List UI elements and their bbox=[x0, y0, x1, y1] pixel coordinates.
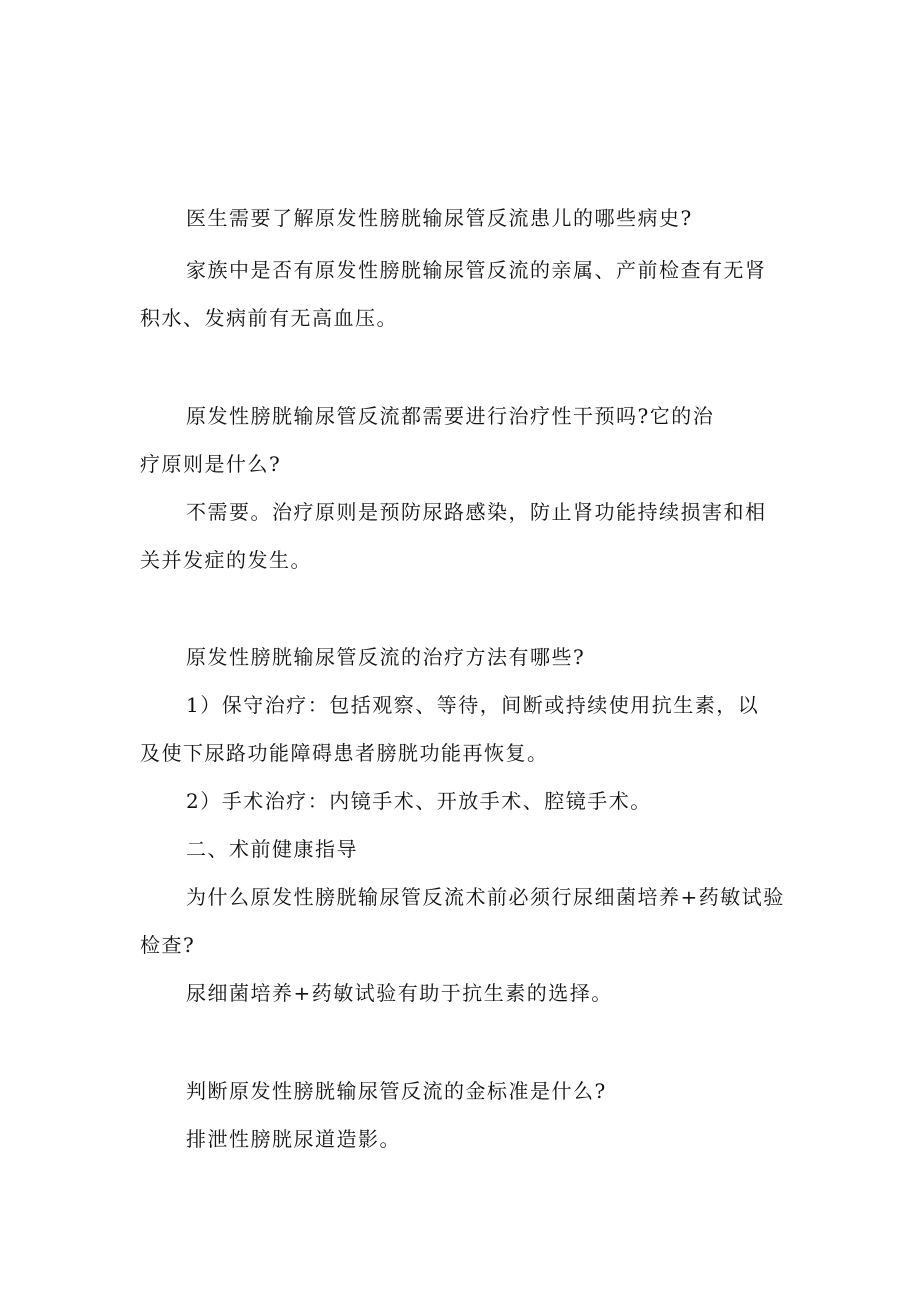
question-culture-test-line-1: 为什么原发性膀胱输尿管反流术前必须行尿细菌培养+药敏试验 bbox=[186, 885, 785, 909]
answer-gold-standard: 排泄性膀胱尿道造影。 bbox=[186, 1127, 401, 1151]
question-culture-test-line-2: 检查? bbox=[140, 933, 196, 957]
question-intervention-line-1: 原发性膀胱输尿管反流都需要进行治疗性干预吗?它的治 bbox=[186, 404, 715, 428]
section-heading-preop-guidance: 二、术前健康指导 bbox=[186, 837, 358, 861]
question-gold-standard: 判断原发性膀胱输尿管反流的金标准是什么? bbox=[186, 1079, 607, 1103]
question-intervention-line-2: 疗原则是什么? bbox=[140, 452, 282, 476]
treatment-surgical: 2）手术治疗：内镜手术、开放手术、腔镜手术。 bbox=[186, 789, 652, 813]
answer-culture-test: 尿细菌培养+药敏试验有助于抗生素的选择。 bbox=[186, 981, 613, 1005]
answer-medical-history-line-2: 积水、发病前有无高血压。 bbox=[140, 306, 398, 330]
answer-intervention-line-2: 关并发症的发生。 bbox=[140, 548, 312, 572]
answer-medical-history-line-1: 家族中是否有原发性膀胱输尿管反流的亲属、产前检查有无肾 bbox=[186, 258, 767, 282]
question-treatment-methods: 原发性膀胱输尿管反流的治疗方法有哪些? bbox=[186, 645, 586, 669]
treatment-conservative-line-1: 1）保守治疗：包括观察、等待，间断或持续使用抗生素，以 bbox=[186, 693, 760, 717]
question-medical-history: 医生需要了解原发性膀胱输尿管反流患儿的哪些病史? bbox=[186, 206, 693, 230]
answer-intervention-line-1: 不需要。治疗原则是预防尿路感染，防止肾功能持续损害和相 bbox=[186, 500, 767, 524]
treatment-conservative-line-2: 及使下尿路功能障碍患者膀胱功能再恢复。 bbox=[140, 741, 549, 765]
